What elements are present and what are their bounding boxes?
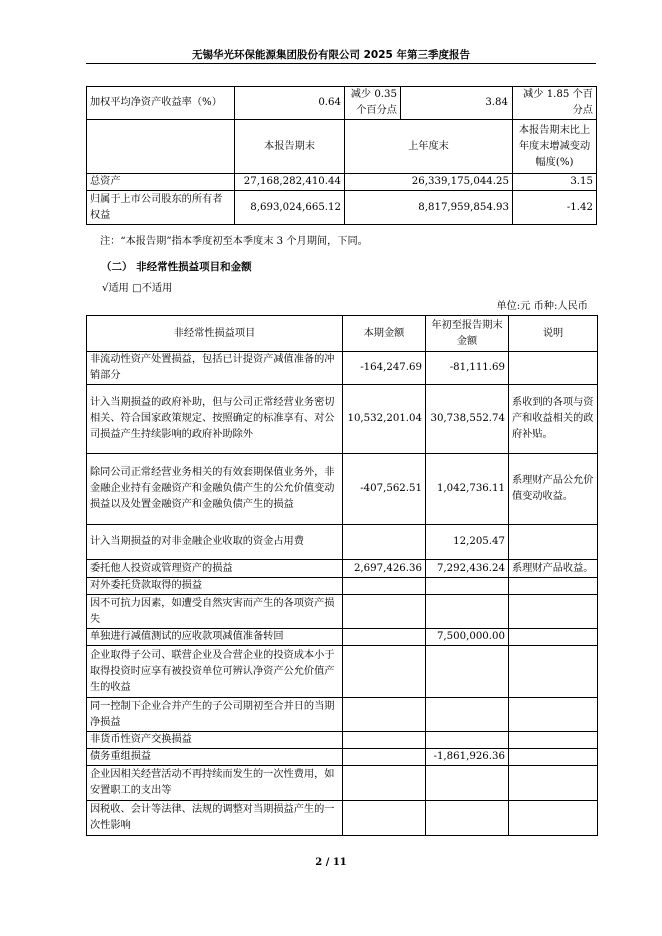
- note-cell: [509, 595, 598, 629]
- t2-header-row: [87, 316, 598, 352]
- roe-current: 0.64: [235, 87, 345, 120]
- note-cell: 系收到的各项与资产和收益相关的政府补贴。: [509, 385, 598, 454]
- note-cell: [509, 766, 598, 801]
- header-ytd: 年初至报告期末金额: [426, 316, 509, 352]
- ytd-cell: [426, 732, 509, 749]
- table-row: [87, 646, 598, 698]
- table-row: [87, 766, 598, 801]
- col-period-end: 本报告期末: [235, 120, 345, 174]
- table-row: [87, 525, 598, 560]
- currency-unit: 单位:元 币种:人民币: [496, 301, 588, 312]
- header-note: 说明: [509, 316, 598, 352]
- roe-ytd: 3.84: [485, 97, 508, 108]
- table-row: [87, 385, 598, 454]
- col-prev-year-end: 上年度末: [345, 120, 513, 174]
- section-title: （二） 非经常性损益项目和金额: [101, 261, 252, 273]
- current-cell: 10,532,201.04: [343, 385, 426, 454]
- row-change: -1.42: [513, 191, 597, 225]
- note-cell: [509, 578, 598, 595]
- ytd-cell: 30,738,552.74: [426, 385, 509, 454]
- table-row: [87, 352, 598, 385]
- current-cell: -164,247.69: [343, 352, 426, 385]
- roe-change-ytd: 减少 1.85 个百分点: [513, 87, 597, 120]
- ytd-cell: 7,292,436.24: [426, 560, 509, 578]
- note-cell: [509, 749, 598, 766]
- item-cell: 单独进行减值测试的应收款项减值准备转回: [87, 629, 343, 646]
- note-cell: 系理财产品收益。: [509, 560, 598, 578]
- page-number: 2 / 11: [315, 857, 347, 868]
- item-cell: 同一控制下企业合并产生的子公司期初至合并日的当期净损益: [87, 698, 343, 732]
- current-cell: 2,697,426.36: [343, 560, 426, 578]
- table-row: [87, 454, 598, 525]
- item-cell: 计入当期损益的政府补助，但与公司正常经营业务密切相关、符合国家政策规定、按照确定的标准享有、对公司损益产生持续影响的政府补助除外: [87, 385, 343, 454]
- financial-indicators-table: [86, 86, 597, 225]
- current-cell: [343, 766, 426, 801]
- table-row: [87, 560, 598, 578]
- roe-change-current: 减少 0.35 个百分点: [345, 87, 401, 119]
- t1-header-row: [87, 120, 597, 174]
- note-cell: [509, 352, 598, 385]
- header-item: 非经常性损益项目: [87, 316, 343, 352]
- current-cell: [343, 629, 426, 646]
- row-current: 27,168,282,410.44: [235, 174, 345, 191]
- applicability: √适用 □不适用: [102, 283, 173, 294]
- roe-group: [345, 87, 513, 120]
- item-cell: 除同公司正常经营业务相关的有效套期保值业务外，非金融企业持有金融资产和金融负债产生的公允价值变动损益以及处置金融资产和金融负债产生的损益: [87, 454, 343, 525]
- table-row: [87, 174, 597, 191]
- roe-row: [87, 87, 597, 120]
- item-cell: 企业取得子公司、联营企业及合营企业的投资成本小于取得投资时应享有被投资单位可辨认净资产公允价值产生的收益: [87, 646, 343, 698]
- table-row: [87, 698, 598, 732]
- item-cell: 计入当期损益的对非金融企业收取的资金占用费: [87, 525, 343, 560]
- row-change: 3.15: [513, 174, 597, 191]
- table-row: [87, 578, 598, 595]
- current-cell: [343, 525, 426, 560]
- item-cell: 企业因相关经营活动不再持续而发生的一次性费用，如安置职工的支出等: [87, 766, 343, 801]
- note-cell: [509, 801, 598, 836]
- item-cell: 对外委托贷款取得的损益: [87, 578, 343, 595]
- table-row: [87, 595, 598, 629]
- table-row: [87, 801, 598, 836]
- ytd-cell: [426, 595, 509, 629]
- ytd-cell: [426, 698, 509, 732]
- item-cell: 非流动性资产处置损益，包括已计提资产减值准备的冲销部分: [87, 352, 343, 385]
- header-current: 本期金额: [343, 316, 426, 352]
- row-label: 总资产: [87, 174, 235, 191]
- current-cell: [343, 698, 426, 732]
- ytd-cell: [426, 646, 509, 698]
- roe-label: 加权平均净资产收益率（%）: [87, 87, 235, 120]
- ytd-cell: 7,500,000.00: [426, 629, 509, 646]
- table-row: [87, 629, 598, 646]
- header-rule: [86, 63, 596, 64]
- current-cell: [343, 646, 426, 698]
- row-current: 8,693,024,665.12: [235, 191, 345, 225]
- note-cell: [509, 732, 598, 749]
- item-cell: 债务重组损益: [87, 749, 343, 766]
- current-cell: [343, 749, 426, 766]
- note-cell: 系理财产品公允价值变动收益。: [509, 454, 598, 525]
- item-cell: 因税收、会计等法律、法规的调整对当期损益产生的一次性影响: [87, 801, 343, 836]
- current-cell: -407,562.51: [343, 454, 426, 525]
- col-change: 本报告期末比上年度末增减变动幅度(%): [513, 120, 597, 174]
- current-cell: [343, 732, 426, 749]
- ytd-cell: 12,205.47: [426, 525, 509, 560]
- ytd-cell: 1,042,736.11: [426, 454, 509, 525]
- row-prev: 8,817,959,854.93: [345, 191, 513, 225]
- row-prev: 26,339,175,044.25: [345, 174, 513, 191]
- item-cell: 委托他人投资或管理资产的损益: [87, 560, 343, 578]
- page-header: 无锡华光环保能源集团股份有限公司 2025 年第三季度报告: [191, 49, 471, 61]
- note-cell: [509, 646, 598, 698]
- note-cell: [509, 525, 598, 560]
- ytd-cell: -1,861,926.36: [426, 749, 509, 766]
- current-cell: [343, 801, 426, 836]
- item-cell: 非货币性资产交换损益: [87, 732, 343, 749]
- ytd-cell: [426, 766, 509, 801]
- row-label: 归属于上市公司股东的所有者权益: [87, 191, 235, 225]
- note-cell: [509, 629, 598, 646]
- non-recurring-items-table: [86, 315, 598, 836]
- item-cell: 因不可抗力因素，如遭受自然灾害而产生的各项资产损失: [87, 595, 343, 629]
- current-cell: [343, 578, 426, 595]
- table-row: [87, 191, 597, 225]
- footnote: 注：“本报告期”指本季度初至本季度末 3 个月期间，下同。: [100, 236, 368, 247]
- table-row: [87, 749, 598, 766]
- ytd-cell: [426, 578, 509, 595]
- table-row: [87, 732, 598, 749]
- note-cell: [509, 698, 598, 732]
- current-cell: [343, 595, 426, 629]
- ytd-cell: [426, 801, 509, 836]
- ytd-cell: -81,111.69: [426, 352, 509, 385]
